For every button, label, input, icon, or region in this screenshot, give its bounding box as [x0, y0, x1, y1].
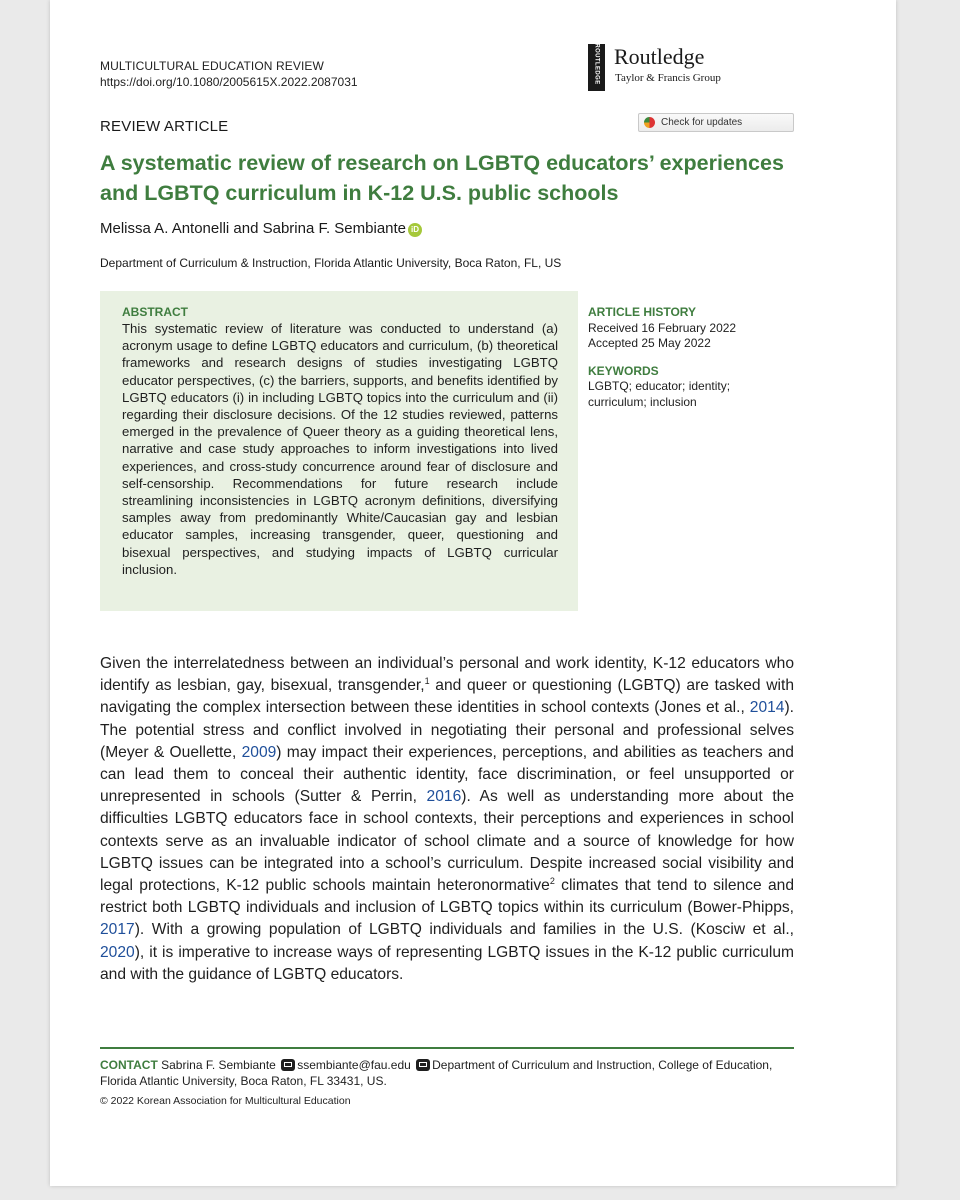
abstract-heading: ABSTRACT	[122, 305, 188, 319]
article-title: A systematic review of research on LGBTQ educators’ experiences and LGBTQ curriculum in K-12 U.S. public schools	[100, 151, 784, 205]
body-text-segment: ) may impact their experiences, perceptions, and abilities as teachers and can lead them to conceal their authentic identity, face discrimination, or feel unsupported or unrepresented in schools (Sutter & Perrin,	[100, 743, 794, 806]
body-text-segment: Given the interrelatedness between an individual’s personal and work identity, K-12 educators who identify as lesbian, gay, bisexual, transgender,	[100, 655, 794, 695]
citation-link[interactable]: 2014	[749, 699, 785, 717]
body-paragraph	[100, 653, 794, 986]
footnote-ref[interactable]: 1	[424, 676, 430, 687]
body-text-segment: ), it is imperative to increase ways of representing LGBTQ issues in the K-12 public curriculum and with the guidance of LGBTQ educators.	[100, 943, 794, 983]
publisher-group: Taylor & Francis Group	[615, 72, 721, 84]
contact-info	[100, 1057, 794, 1089]
history-heading: ARTICLE HISTORY	[588, 305, 697, 319]
abstract-box	[100, 291, 578, 611]
crossmark-icon	[644, 117, 655, 128]
keywords: LGBTQ; educator; identity; curriculum; inclusion	[588, 379, 731, 409]
contact-name: Sabrina F. Sembiante	[161, 1058, 276, 1072]
footnote-ref[interactable]: 2	[549, 875, 555, 886]
body-text-segment: climates that tend to silence and restrict both LGBTQ individuals and inclusion of LGBTQ topics within its curriculum (Bower-Phipps,	[100, 877, 795, 917]
contact-address: Department of Curriculum and Instruction, College of Education, Florida Atlantic University, Boca Raton, FL 33431, US.	[100, 1058, 773, 1088]
body-text-segment: ). With a growing population of LGBTQ individuals and families in the U.S. (Kosciw et al.,	[134, 921, 794, 939]
doi-link[interactable]: https://doi.org/10.1080/2005615X.2022.2087031	[100, 75, 358, 89]
journal-name: MULTICULTURAL EDUCATION REVIEW	[100, 59, 324, 73]
contact-email[interactable]: ssembiante@fau.edu	[297, 1058, 411, 1072]
abstract-text: This systematic review of literature was conducted to understand (a) acronym usage to define LGBTQ educators and curriculum, (b) theoretical frameworks and research designs of studies investigating LGBTQ educator perspectives, (c) the barriers, supports, and benefits identified by LGBTQ educators (i) in including LGBTQ topics into the curriculum and (ii) regarding their disclosure decisions. Of the 12 studies reviewed, patterns emerged in the prevalence of Queer theory as a guiding theoretical lens, narrative and case study approaches to inform investigations into lived experiences, and cross-study concurrence around fear of disclosure and self-censorship. Recommendations for future research include streamlining inconsistencies in LGBTQ acronym definitions, diversifying samples away from predominantly White/Caucasian gay and lesbian educator samples, increasing transgender, queer, questioning and bisexual perspectives, and studying impacts of LGBTQ curricular inclusion.	[122, 321, 558, 577]
citation-link[interactable]: 2016	[426, 788, 462, 806]
article-type: REVIEW ARTICLE	[100, 118, 229, 135]
article-sidebar	[588, 305, 768, 410]
email-icon	[281, 1059, 295, 1071]
body-text-segment: and queer or questioning (LGBTQ) are tasked with navigating the complex intersection between these identities in school contexts (Jones et al.,	[100, 677, 794, 717]
footer-divider	[100, 1047, 794, 1049]
publisher-logo	[588, 44, 758, 94]
contact-heading: CONTACT	[100, 1058, 158, 1072]
citation-link[interactable]: 2009	[241, 743, 277, 761]
check-updates-button[interactable]	[638, 113, 794, 132]
citation-link[interactable]: 2017	[100, 921, 135, 939]
routledge-mark-icon: ROUTLEDGE	[588, 44, 605, 91]
body-text-segment: ). As well as understanding more about the difficulties LGBTQ educators face in school contexts, their perceptions and experiences in school contexts serve as an invaluable indicator of school climate and a source of knowledge for how LGBTQ issues can be integrated into a school’s curriculum. Despite increased social visibility and legal protections, K-12 public schools maintain heteronormative	[100, 788, 794, 895]
publisher-name: Routledge	[614, 44, 705, 69]
body-text-segment: ). The potential stress and conflict involved in negotiating their personal and professional selves (Meyer & Ouellette,	[100, 699, 794, 761]
authors: Melissa A. Antonelli and Sabrina F. Sembiante	[100, 220, 407, 237]
accepted-date: Accepted 25 May 2022	[588, 336, 711, 350]
copyright: © 2022 Korean Association for Multicultural Education	[100, 1095, 351, 1107]
received-date: Received 16 February 2022	[588, 320, 737, 335]
affiliation: Department of Curriculum & Instruction, Florida Atlantic University, Boca Raton, FL, US	[100, 256, 562, 270]
check-updates-label: Check for updates	[661, 117, 743, 128]
address-icon	[416, 1059, 430, 1071]
orcid-icon[interactable]: iD	[408, 223, 422, 237]
keywords-heading: KEYWORDS	[588, 363, 659, 378]
citation-link[interactable]: 2020	[100, 943, 135, 961]
author-line	[100, 220, 422, 237]
